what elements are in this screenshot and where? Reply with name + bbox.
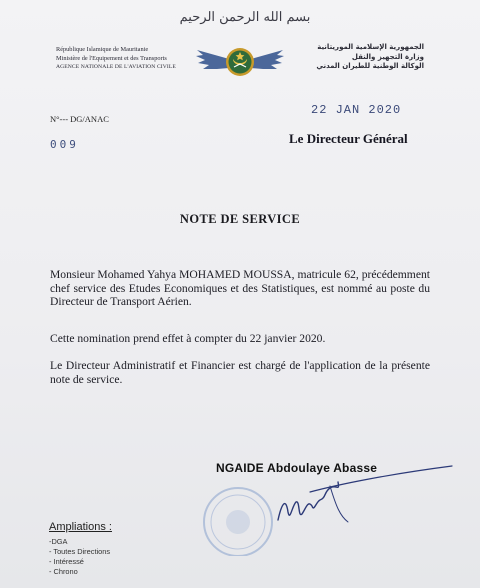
- date-stamp: 22 JAN 2020: [311, 103, 402, 117]
- registration-number: 009: [50, 138, 79, 151]
- ampliation-item: -DGA: [49, 537, 68, 546]
- body-paragraph-2: [50, 332, 430, 346]
- ampliations-list: [49, 537, 110, 577]
- header-agency: AGENCE NATIONALE DE L'AVIATION CIVILE: [56, 64, 176, 70]
- ampliation-item: - Chrono: [49, 567, 78, 576]
- header-ministry-ar: وزارة التجهيز والنقل: [351, 52, 424, 61]
- header-ministry: Ministère de l'Equipement et des Transports: [56, 55, 167, 62]
- paragraph-text: Le Directeur Administratif et Financier est chargé de l'application de la présente note de service.: [50, 359, 430, 386]
- paragraph-text: Monsieur Mohamed Yahya MOHAMED MOUSSA, matricule 62, précédemment chef service des Etudes Economiques et des Statistiques, est nommé au poste du Directeur de Transport Aérien.: [50, 268, 430, 308]
- body-paragraph-1: [50, 268, 430, 309]
- sender-title: Le Directeur Général: [289, 131, 408, 146]
- body-paragraph-3: [50, 359, 430, 386]
- ampliation-item: - Toutes Directions: [49, 547, 111, 556]
- signatory-name: NGAIDE Abdoulaye Abasse: [216, 461, 378, 475]
- header-right-arabic: [254, 43, 424, 72]
- header-agency-ar: الوكالة الوطنية للطيران المدني: [316, 62, 424, 70]
- document-title: NOTE DE SERVICE: [179, 212, 301, 226]
- ampliations-heading: [49, 521, 112, 533]
- ampliations-heading-text: Ampliations :: [49, 521, 112, 533]
- ampliation-item: - Intéressé: [49, 557, 84, 566]
- handwritten-signature-icon: [270, 462, 460, 532]
- reference-number: N°--- DG/ANAC: [50, 114, 109, 124]
- basmala-header: بسم الله الرحمن الرحيم: [179, 10, 311, 25]
- paragraph-text: Cette nomination prend effet à compter du 22 janvier 2020.: [50, 332, 326, 345]
- header-country: République Islamique de Mauritanie: [56, 46, 149, 53]
- header-country-ar: الجمهورية الإسلامية الموريتانية: [317, 43, 424, 51]
